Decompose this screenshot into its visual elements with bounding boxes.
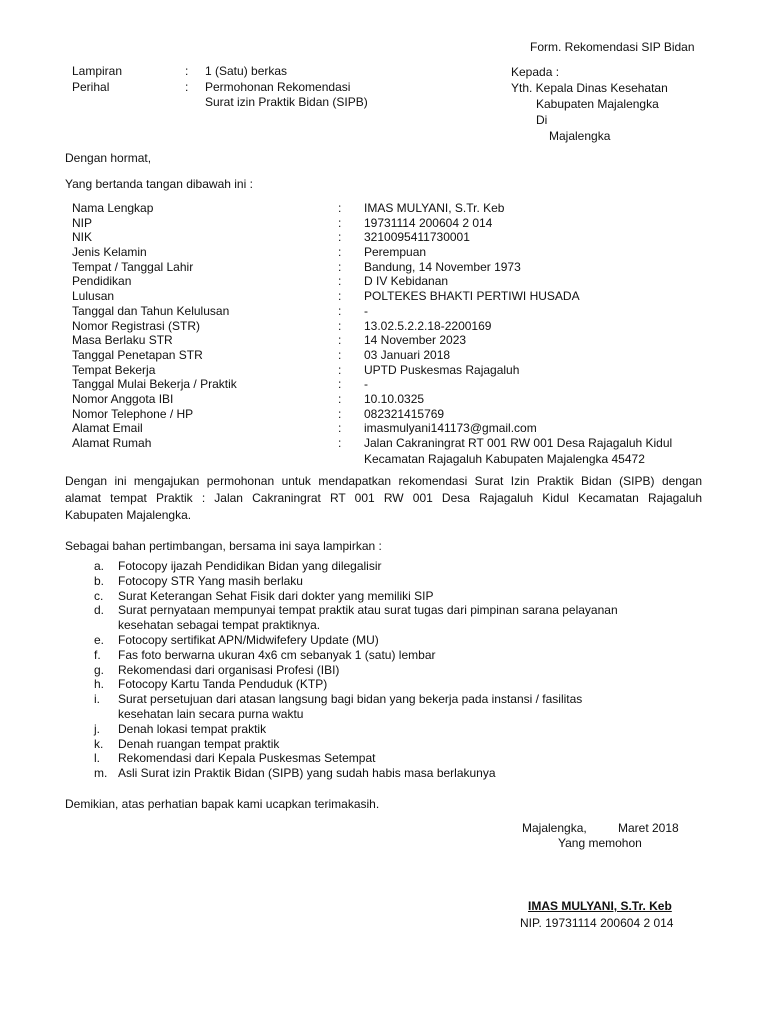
field-label: Alamat Email [72,421,143,436]
list-item [94,722,714,737]
field-value: - [364,377,368,392]
list-marker: a. [94,559,105,573]
field-colon: : [338,421,342,436]
field-row [72,201,712,216]
field-row [72,304,712,319]
field-label: Masa Berlaku STR [72,333,173,348]
request-line-1: Dengan ini mengajukan permohonan untuk mendapatkan rekomendasi Surat Izin Praktik Bidan (SIPB) dengan [65,474,702,488]
field-colon: : [338,391,342,406]
signature-place: Majalengka, [522,821,587,835]
list-item-text: Rekomendasi dari Kepala Puskesmas Setempat [118,751,376,766]
list-item [94,603,714,633]
field-row [72,274,712,289]
field-label: Pendidikan [72,274,132,289]
field-label: Tempat Bekerja [72,362,156,377]
perihal-row [72,80,472,112]
list-marker: i. [94,692,100,707]
field-value: Jalan Cakraningrat RT 001 RW 001 Desa Rajagaluh Kidul [364,436,673,450]
list-marker: k. [94,736,104,751]
list-item-text: Asli Surat izin Praktik Bidan (SIPB) yang sudah habis masa berlakunya [118,766,496,781]
field-value: D IV Kebidanan [364,274,449,289]
list-item-text: Surat pernyataan mempunyai tempat praktik atau surat tugas dari pimpinan sarana pelayanan [118,603,618,618]
field-value: 03 Januari 2018 [364,347,451,362]
field-row [72,348,712,363]
lampiran-value: 1 (Satu) berkas [205,64,288,78]
signature-date: Maret 2018 [618,821,679,835]
request-paragraph [65,473,702,524]
recipient-block [511,64,668,144]
list-item-text: Denah ruangan tempat praktik [118,736,280,751]
signature-role: Yang memohon [558,836,642,850]
field-colon: : [338,245,342,260]
list-item-text-cont: kesehatan lain secara purna waktu [118,706,304,721]
request-line-2: alamat tempat Praktik : Jalan Cakraningrat RT 001 RW 001 Desa Rajagaluh Kidul Kecamatan Rajagaluh [65,491,702,505]
field-label: Tanggal dan Tahun Kelulusan [72,303,230,318]
field-value: 14 November 2023 [364,333,467,348]
field-colon: : [338,215,342,230]
list-marker: j. [94,721,100,736]
greeting: Dengan hormat, [65,151,152,165]
field-colon: : [338,347,342,362]
lampiran-row [72,64,472,80]
lampiran-colon: : [185,64,189,78]
field-row [72,260,712,275]
field-colon: : [338,436,342,450]
field-colon: : [338,318,342,333]
list-item-text-cont: kesehatan sebagai tempat praktiknya. [118,618,321,633]
list-item-text: Fas foto berwarna ukuran 4x6 cm sebanyak 1 (satu) lembar [118,647,436,662]
list-item [94,648,714,663]
field-value: 19731114 200604 2 014 [364,215,493,230]
perihal-value-2: Surat izin Praktik Bidan (SIPB) [205,95,368,109]
field-label: Tempat / Tanggal Lahir [72,259,194,274]
list-item [94,559,714,574]
closing-text: Demikian, atas perhatian bapak kami ucapkan terimakasih. [65,797,380,811]
list-marker: l. [94,751,100,766]
list-marker: e. [94,632,105,647]
perihal-colon: : [185,80,189,94]
identity-fields [72,201,712,451]
signatory-name: IMAS MULYANI, S.Tr. Keb [528,899,672,913]
field-value: - [364,303,368,318]
lampiran-label: Lampiran [72,64,123,78]
field-colon: : [338,406,342,421]
list-item [94,751,714,766]
field-value: Bandung, 14 November 1973 [364,259,521,274]
recipient-title: Yth. Kepala Dinas Kesehatan [511,81,668,95]
perihal-label: Perihal [72,80,110,94]
field-row [72,230,712,245]
field-label: NIK [72,230,93,245]
list-item-text: Surat Keterangan Sehat Fisik dari dokter yang memiliki SIP [118,588,434,603]
recipient-city: Majalengka [549,129,611,143]
list-item [94,737,714,752]
field-row [72,421,712,436]
field-label: Nomor Telephone / HP [72,406,194,421]
list-marker: b. [94,573,105,588]
form-title: Form. Rekomendasi SIP Bidan [530,40,695,54]
list-item [94,766,714,781]
field-row [72,392,712,407]
list-item [94,633,714,648]
list-item [94,589,714,604]
list-marker: g. [94,662,105,677]
intro-text: Yang bertanda tangan dibawah ini : [65,177,253,191]
field-colon: : [338,274,342,289]
list-item [94,677,714,692]
field-value: UPTD Puskesmas Rajagaluh [364,362,520,377]
field-row [72,377,712,392]
field-colon: : [338,362,342,377]
field-label: Tanggal Mulai Bekerja / Praktik [72,377,237,392]
request-line-3: Kabupaten Majalengka. [65,508,192,522]
list-marker: h. [94,677,105,692]
field-row [72,363,712,378]
field-value: 082321415769 [364,406,445,421]
field-label: Tanggal Penetapan STR [72,347,203,362]
recipient-kepada: Kepada : [511,65,560,79]
field-colon: : [338,377,342,392]
attachments-list [94,559,714,781]
field-row [72,216,712,231]
list-item [94,663,714,678]
list-item-text: Fotocopy Kartu Tanda Penduduk (KTP) [118,677,328,692]
field-colon: : [338,303,342,318]
field-label: Lulusan [72,289,115,304]
field-value: 13.02.5.2.2.18-2200169 [364,318,492,333]
field-label: Nama Lengkap [72,201,154,215]
field-colon: : [338,230,342,245]
field-value: 10.10.0325 [364,391,425,406]
attachments-intro: Sebagai bahan pertimbangan, bersama ini saya lampirkan : [65,539,382,553]
signatory-nip: NIP. 19731114 200604 2 014 [520,916,674,930]
field-row [72,436,712,451]
field-label: Nomor Registrasi (STR) [72,318,201,333]
list-marker: f. [94,647,101,662]
field-colon: : [338,259,342,274]
list-item-text: Fotocopy sertifikat APN/Midwifefery Update (MU) [118,632,379,647]
perihal-value-1: Permohonan Rekomendasi [205,80,351,94]
list-marker: m. [94,766,108,781]
list-item [94,692,714,722]
list-item-text: Fotocopy STR Yang masih berlaku [118,573,303,588]
recipient-di: Di [536,113,548,127]
field-value: Perempuan [364,245,427,260]
list-item-text: Rekomendasi dari organisasi Profesi (IBI) [118,662,340,677]
list-item-text: Fotocopy ijazah Pendidikan Bidan yang dilegalisir [118,559,382,573]
field-label: NIP [72,215,93,230]
field-value: imasmulyani141173@gmail.com [364,421,537,436]
field-value: IMAS MULYANI, S.Tr. Keb [364,201,505,215]
field-label: Alamat Rumah [72,436,152,450]
field-colon: : [338,201,342,215]
field-label: Jenis Kelamin [72,245,147,260]
field-row [72,289,712,304]
field-value: POLTEKES BHAKTI PERTIWI HUSADA [364,289,580,304]
list-marker: c. [94,588,104,603]
field-label: Nomor Anggota IBI [72,391,174,406]
address-line-2: Kecamatan Rajagaluh Kabupaten Majalengka 45472 [364,452,645,466]
recipient-regency: Kabupaten Majalengka [536,97,659,111]
field-colon: : [338,333,342,348]
field-row [72,319,712,334]
field-colon: : [338,289,342,304]
field-row [72,407,712,422]
field-value: 3210095411730001 [364,230,470,245]
list-marker: d. [94,603,105,618]
list-item [94,574,714,589]
field-row [72,245,712,260]
field-row [72,333,712,348]
list-item-text: Surat persetujuan dari atasan langsung bagi bidan yang bekerja pada instansi / fasilitas [118,692,583,707]
list-item-text: Denah lokasi tempat praktik [118,721,267,736]
